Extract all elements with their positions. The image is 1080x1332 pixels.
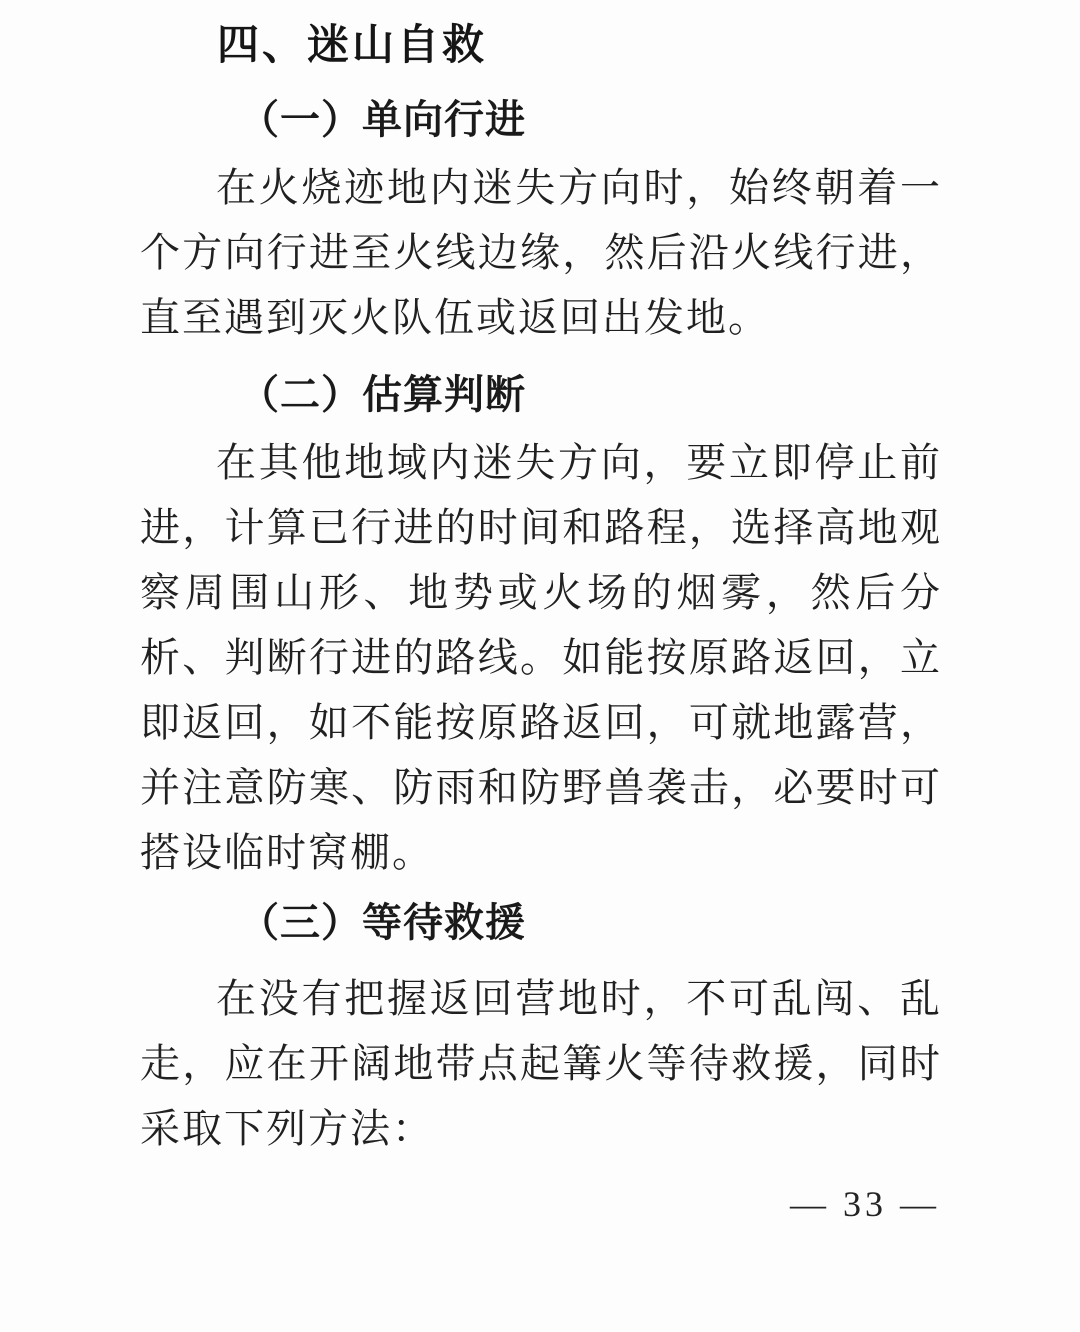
text-line: 采取下列方法： — [140, 1106, 434, 1151]
text-line: 直至遇到灭火队伍或返回出发地。 — [140, 295, 770, 340]
section-3-paragraph — [140, 969, 941, 1164]
text-line: 进，计算已行进的时间和路程，选择高地观 — [140, 505, 941, 550]
text-line: 在没有把握返回营地时，不可乱闯、乱 — [216, 976, 941, 1021]
text-line: 察周围山形、地势或火场的烟雾，然后分 — [140, 570, 941, 615]
section-3-title: （三）等待救援 — [239, 900, 526, 945]
section-1-title: （一）单向行进 — [239, 97, 526, 142]
section-2-title: （二）估算判断 — [239, 372, 526, 417]
text-line: 并注意防寒、防雨和防野兽袭击，必要时可 — [140, 765, 941, 810]
text-line: 即返回，如不能按原路返回，可就地露营， — [140, 700, 941, 745]
page-title: 四、迷山自救 — [217, 21, 488, 68]
text-line: 搭设临时窝棚。 — [140, 830, 434, 875]
section-1-paragraph — [140, 158, 941, 353]
text-line: 个方向行进至火线边缘，然后沿火线行进， — [140, 230, 941, 275]
text-line: 在其他地域内迷失方向，要立即停止前 — [216, 440, 941, 485]
text-line: 在火烧迹地内迷失方向时，始终朝着一 — [216, 165, 941, 210]
text-line: 走，应在开阔地带点起篝火等待救援，同时 — [140, 1041, 941, 1086]
section-2-paragraph — [140, 433, 941, 888]
page-number: — 33 — — [790, 1184, 940, 1224]
text-line: 析、判断行进的路线。如能按原路返回，立 — [140, 635, 941, 680]
